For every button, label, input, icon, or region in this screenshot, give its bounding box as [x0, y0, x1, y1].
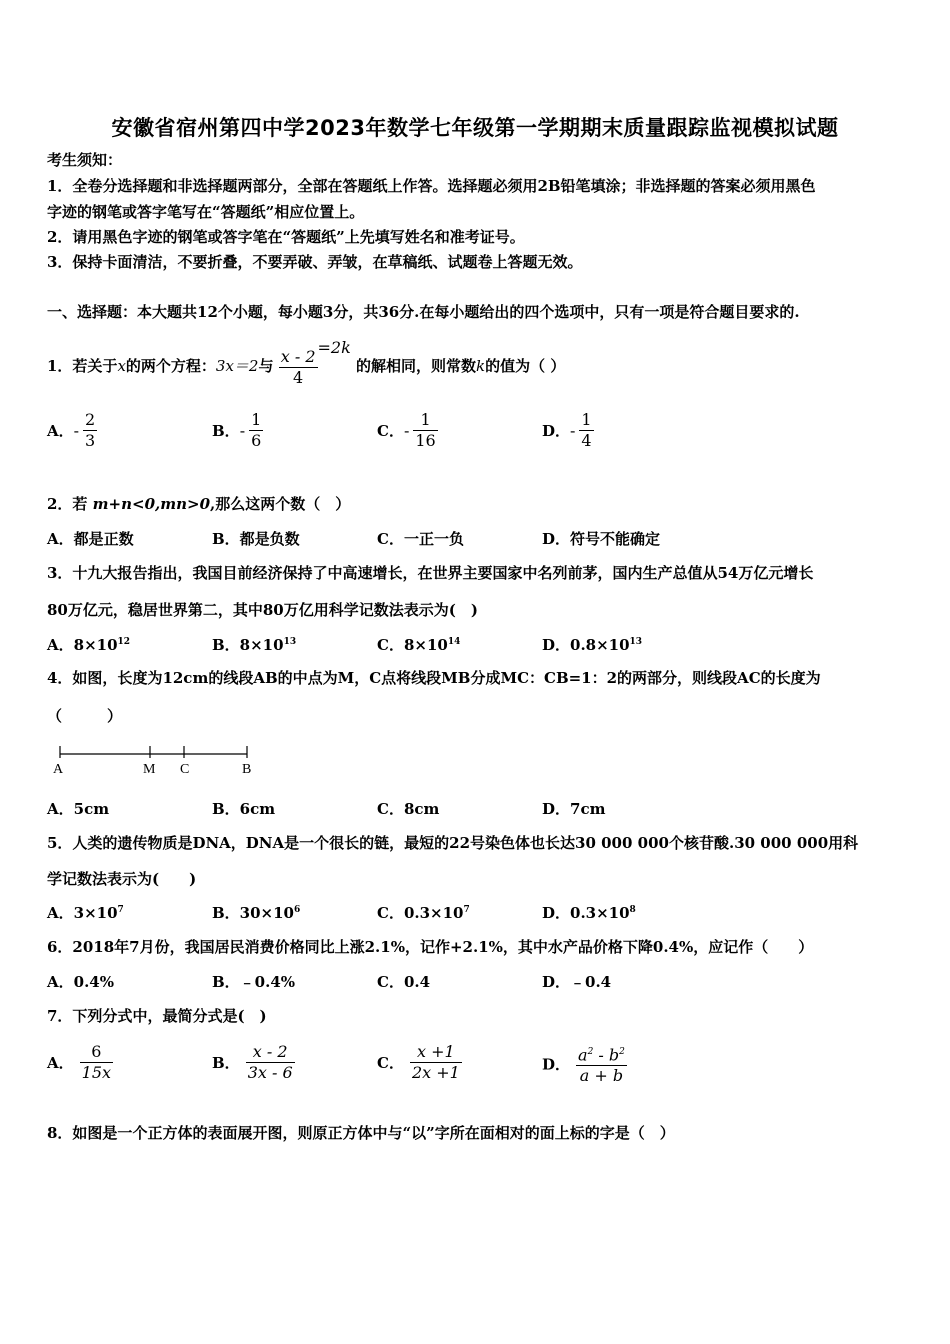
- q4-option-b[interactable]: B．6cm: [212, 800, 276, 818]
- q4-option-a[interactable]: A．5cm: [47, 800, 110, 818]
- segment-diagram: [50, 740, 260, 780]
- q5-option-b[interactable]: [212, 902, 300, 923]
- q7-option-d-num-a: a: [578, 1045, 588, 1065]
- q7-option-b[interactable]: [212, 1042, 295, 1083]
- q5-option-b-exp: 6: [294, 905, 301, 915]
- q7-option-a-fraction: [80, 1042, 113, 1083]
- q5-option-d-label: D．0.3×10: [542, 904, 630, 922]
- q2-suffix: ,那么这两个数（ ）: [210, 495, 351, 513]
- q1-and: 与: [258, 357, 274, 375]
- q1-suffix-b: 的值为（ ）: [485, 357, 566, 375]
- q1-option-c-label: C．: [377, 422, 404, 440]
- section-1-heading: 一、选择题：本大题共12个小题，每小题3分，共36分.在每小题给出的四个选项中，只有一项是符合题目要求的.: [47, 303, 800, 321]
- q1-eq2-rhs: =2k: [317, 338, 351, 357]
- q3-option-b-label: B．8×10: [212, 636, 284, 654]
- q6-option-b[interactable]: B．﹣0.4%: [212, 973, 296, 991]
- question-4-line-1: 4．如图，长度为12cm的线段AB的中点为M，C点将线段MB分成MC：CB=1：2的两部分，则线段AC的长度为: [47, 669, 821, 687]
- question-1: [47, 328, 907, 387]
- q3-option-c-label: C．8×10: [377, 636, 448, 654]
- q6-option-a[interactable]: A．0.4%: [47, 973, 114, 991]
- notice-item-2: 2．请用黑色字迹的钢笔或答字笔在“答题纸”上先填写姓名和准考证号。: [47, 228, 525, 246]
- q1-option-d-num: 1: [581, 410, 592, 429]
- q1-option-c-fraction: [413, 410, 437, 451]
- q2-condition: m+n<0,mn>0: [92, 495, 211, 513]
- q1-option-a[interactable]: [47, 410, 97, 451]
- label-a: A: [53, 762, 64, 777]
- question-2: [47, 494, 907, 514]
- notice-item-1b: 字迹的钢笔或答字笔写在“答题纸”相应位置上。: [47, 203, 365, 221]
- q7-option-c-fraction: [410, 1042, 462, 1083]
- q7-option-d-fraction: [576, 1042, 627, 1086]
- q1-option-b-den: 6: [251, 431, 262, 450]
- q5-option-c-label: C．0.3×10: [377, 904, 464, 922]
- q1-option-d-fraction: [579, 410, 593, 451]
- q5-option-b-label: B．30×10: [212, 904, 294, 922]
- question-3-line-2: 80万亿元，稳居世界第二，其中80万亿用科学记数法表示为( ): [47, 601, 478, 619]
- q3-option-c-exp: 14: [447, 637, 461, 647]
- q1-option-b-fraction: [249, 410, 263, 451]
- question-3-line-1: 3．十九大报告指出，我国目前经济保持了中高速增长，在世界主要国家中名列前茅，国内生产总值从54万亿元增长: [47, 564, 814, 582]
- q7-option-a-den: 15x: [81, 1063, 112, 1082]
- q1-eq2-num: x - 2: [280, 346, 316, 366]
- label-b: B: [242, 762, 252, 777]
- q7-option-d-num: [576, 1042, 627, 1066]
- q7-option-b-fraction: [246, 1042, 295, 1083]
- q7-option-c-num: x +1: [410, 1042, 462, 1063]
- q2-option-d[interactable]: D．符号不能确定: [542, 530, 661, 548]
- q5-option-c-exp: 7: [463, 905, 470, 915]
- q4-option-d[interactable]: D．7cm: [542, 800, 606, 818]
- q1-option-b[interactable]: [212, 410, 263, 451]
- q1-suffix-a: 的解相同，则常数: [356, 357, 477, 375]
- q3-option-a-label: A．8×10: [47, 636, 118, 654]
- q7-option-d-exp-1: 2: [587, 1047, 594, 1057]
- question-5-line-1: 5．人类的遗传物质是DNA，DNA是一个很长的链，最短的22号染色体也长达30 000 000个核苷酸.30 000 000用科: [47, 834, 859, 852]
- q1-option-d-sign: -: [570, 421, 576, 440]
- q3-option-d-label: D．0.8×10: [542, 636, 630, 654]
- q1-option-a-label: A．: [47, 422, 74, 440]
- q3-option-c[interactable]: [377, 634, 460, 655]
- q1-option-c-num: 1: [413, 410, 437, 431]
- q5-option-c[interactable]: [377, 902, 470, 923]
- q5-option-a[interactable]: [47, 902, 124, 923]
- q3-option-a[interactable]: [47, 634, 130, 655]
- q5-option-d[interactable]: [542, 902, 636, 923]
- q7-option-a[interactable]: [47, 1042, 113, 1083]
- question-5-line-2: 学记数法表示为( ): [47, 870, 197, 888]
- notice-heading: 考生须知：: [47, 151, 123, 169]
- q1-option-c-den: 16: [415, 431, 436, 450]
- q1-var-x: x: [117, 357, 126, 375]
- question-4-line-2: （ ）: [47, 707, 123, 725]
- q1-eq2-den: 4: [293, 367, 304, 387]
- q7-option-d-exp-2: 2: [619, 1047, 625, 1057]
- q1-option-a-sign: -: [73, 421, 80, 440]
- q1-equation-2-fraction: [279, 347, 318, 388]
- q3-option-a-exp: 12: [117, 637, 131, 647]
- notice-item-3: 3．保持卡面清洁，不要折叠，不要弄破、弄皱，在草稿纸、试题卷上答题无效。: [47, 253, 583, 271]
- q7-option-c-label: C．: [377, 1054, 404, 1072]
- q1-option-d-den: 4: [581, 431, 592, 450]
- q1-option-d-label: D．: [542, 422, 571, 440]
- q1-equation-1: 3x＝2: [215, 357, 259, 375]
- q1-prefix: 1．若关于: [47, 357, 118, 375]
- q1-option-d[interactable]: [542, 410, 594, 451]
- q7-option-b-num: x - 2: [246, 1042, 295, 1063]
- q7-option-b-label: B．: [212, 1054, 240, 1072]
- label-c: C: [180, 762, 190, 777]
- q7-option-c-den: 2x +1: [411, 1063, 460, 1082]
- q1-mid: 的两个方程：: [125, 357, 216, 375]
- q1-option-a-den: 3: [85, 431, 96, 450]
- q7-option-d-label: D．: [542, 1055, 571, 1074]
- exam-title: 安徽省宿州第四中学2023年数学七年级第一学期期末质量跟踪监视模拟试题: [111, 116, 839, 140]
- q5-option-a-exp: 7: [117, 905, 124, 915]
- q7-option-d-num-b: - b: [593, 1045, 620, 1065]
- q1-option-a-fraction: [83, 410, 97, 451]
- q6-option-d[interactable]: D．﹣0.4: [542, 973, 612, 991]
- question-7: 7．下列分式中，最简分式是( ): [47, 1007, 267, 1025]
- question-6: 6．2018年7月份，我国居民消费价格同比上涨2.1%，记作+2.1%，其中水产品价格下降0.4%，应记作（ ）: [47, 938, 814, 956]
- q1-option-b-sign: -: [239, 421, 246, 440]
- q7-option-a-num: 6: [80, 1042, 113, 1063]
- label-m: M: [143, 762, 156, 777]
- q1-option-b-num: 1: [251, 410, 262, 429]
- q4-option-c[interactable]: C．8cm: [377, 800, 440, 818]
- q2-prefix: 2．若: [47, 495, 93, 513]
- q7-option-c[interactable]: [377, 1042, 462, 1083]
- q7-option-d[interactable]: [542, 1042, 627, 1086]
- q1-var-k: k: [476, 357, 486, 375]
- q3-option-b[interactable]: [212, 634, 296, 655]
- q2-option-b[interactable]: B．都是负数: [212, 530, 300, 548]
- q3-option-b-exp: 13: [283, 637, 297, 647]
- q7-option-b-den: 3x - 6: [247, 1063, 293, 1082]
- q5-option-d-exp: 8: [629, 905, 636, 915]
- q5-option-a-label: A．3×10: [47, 904, 118, 922]
- q3-option-d-exp: 13: [629, 637, 643, 647]
- question-8: 8．如图是一个正方体的表面展开图，则原正方体中与“以”字所在面相对的面上标的字是（ ）: [47, 1124, 675, 1142]
- q6-option-c[interactable]: C．0.4: [377, 973, 431, 991]
- q1-option-c[interactable]: [377, 410, 438, 451]
- q3-option-d[interactable]: [542, 634, 642, 655]
- q2-option-c[interactable]: C．一正一负: [377, 530, 464, 548]
- q7-option-a-label: A．: [47, 1054, 74, 1072]
- q1-option-a-num: 2: [85, 410, 96, 429]
- q1-option-c-sign: -: [403, 421, 410, 440]
- q7-option-d-den: a + b: [579, 1066, 624, 1086]
- q2-option-a[interactable]: A．都是正数: [47, 530, 134, 548]
- notice-item-1a: 1．全卷分选择题和非选择题两部分，全部在答题纸上作答。选择题必须用2B铅笔填涂；非选择题的答案必须用黑色: [47, 177, 816, 195]
- q1-option-b-label: B．: [212, 422, 240, 440]
